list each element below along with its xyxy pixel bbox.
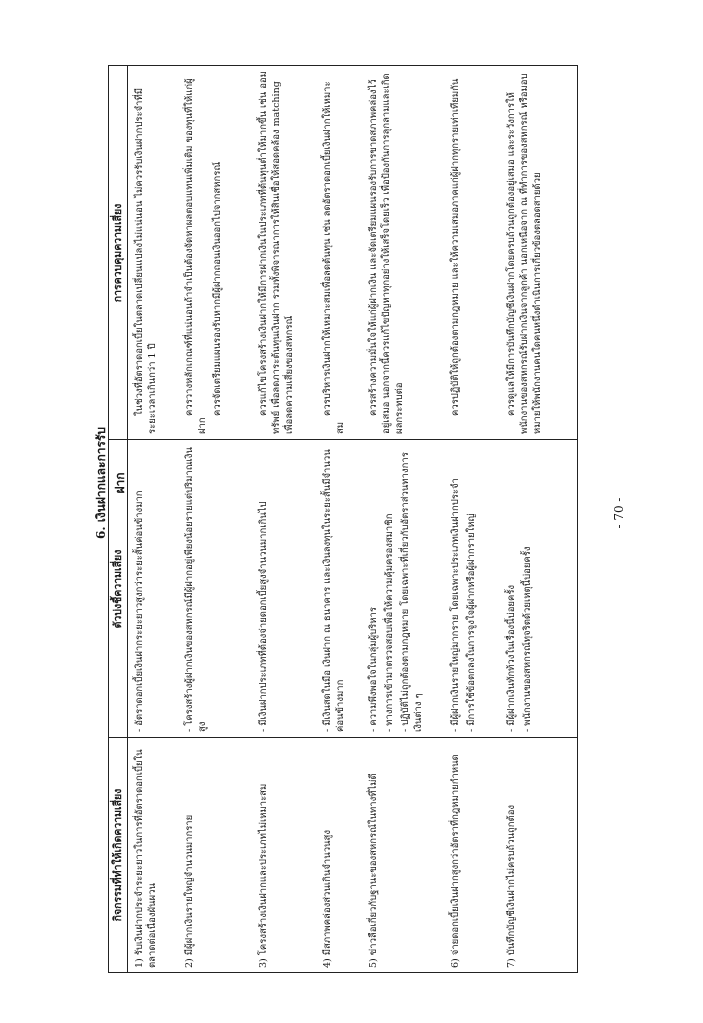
row-2-activity: 2) มีผู้ฝากเงินรายใหญ่จำนวนมากราย	[184, 814, 195, 968]
row-7-indicator: - พนักงานของสหกรณ์ทุจริตด้วยเหตุนี้บ่อยครั้ง	[522, 546, 533, 732]
row-6-indicator: - มีผู้ฝากเงินรายใหญ่มากราย โดยเฉพาะประเภทเงินฝากประจำ	[450, 478, 461, 732]
row-4-controls	[321, 70, 349, 434]
row-3-activity: 3) โครงสร้างเงินฝากและประเภทไม่เหมาะสม	[258, 783, 269, 968]
row-4-control: ควรบริหารเงินฝากให้เหมาะสมเพื่อลดต้นทุน เช่น ลดอัตราดอกเบี้ยเงินฝากให้เหมาะสม	[322, 81, 346, 434]
row-2-indicator: - โครงสร้างผู้ฝากเงินของสหกรณ์มีผู้ฝากอยู่เพียงน้อยรายแต่ปริมาณเงินสูง	[184, 447, 208, 732]
row-7-indicator: - มีผู้ฝากเงินทักท้วงในเรื่องนี้บ่อยครั้ง	[506, 584, 517, 732]
row-3-controls	[257, 70, 298, 434]
row-5-controls	[367, 70, 408, 434]
row-7-controls	[505, 70, 546, 434]
risk-table	[108, 65, 578, 973]
row-3-control: ควรแก้ไขโครงสร้างเงินฝากให้มีการฝากเงินในประเภทที่ต้นทุนต่ำให้มากขึ้น เช่น ออมทรัพย์ เพื่อลดภาระต้นทุนเงินฝาก รวมทั้งพิจารณาการให้สินเชื่อให้สอดคล้อง matching เพื่อลดความเสี่ยงของสหกรณ์	[258, 71, 295, 434]
row-2-controls	[183, 70, 226, 434]
row-6-control: ควรปฏิบัติให้ถูกต้องตามกฎหมาย และให้ความเสมอภาคแก่ผู้ฝากทุกรายเท่าเทียมกัน	[450, 78, 461, 416]
row-1-control: ในช่วงที่อัตราดอกเบี้ยในตลาดเปลี่ยนแปลงไม่แน่นอน ไม่ควรรับเงินฝากประจำที่มีระยะเวลาเกินกว่า 1 ปี	[134, 87, 158, 434]
row-7-activity: 7) บันทึกบัญชีเงินฝากไม่ครบถ้วนถูกต้อง	[506, 804, 517, 968]
page-number: - 70 -	[612, 497, 626, 529]
header-control: การควบคุมความเสี่ยง	[112, 203, 124, 303]
row-2-control: ควรวางหลักเกณฑ์ที่แน่นอนถ้าจำเป็นต้องจัดหาผลตอบแทนเพิ่มเติม ของทุนที่ให้แก่ผู้ฝาก	[184, 78, 208, 434]
row-4-indicators	[321, 446, 350, 732]
row-4-indicator: - มีเงินสดในมือ เงินฝาก ณ ธนาคาร และเงินลงทุนในระยะสั้นมีจำนวนค่อนข้างมาก	[322, 449, 346, 732]
row-1-activity: 1) รับเงินฝากประจำระยะยาวในการที่อัตราดอกเบี้ยในตลาดต่อเนื่องผันผวน	[134, 749, 158, 968]
row-6-indicator: - มีการใช้ข้อตกลงในการจูงใจผู้ฝากหรือผู้ฝากรายใหญ่	[466, 513, 477, 732]
row-1-controls	[133, 70, 161, 434]
header-indicator: ตัวบ่งชี้ความเสี่ยง	[112, 549, 124, 629]
row-5-indicator: - ปฏิบัติไม่ถูกต้องตามกฎหมาย โดยเฉพาะที่เกี่ยวกับอัตราส่วนทางการเงินต่าง ๆ	[400, 452, 424, 732]
row-7-control: ควรดูแลให้มีการบันทึกบัญชีเงินฝากโดยครบถ้วนถูกต้องอยู่เสมอ และระวังการให้พนักงานของสหกรณ์รับฝากเงินจากลูกค้า นอกเหนือจาก ณ ที่ทำการของสหกรณ์ หรือมอบหมายให้พนักงานคนใดคนหนึ่งดำเนินการเกี่ยวข้องตลอดสายด้วย	[506, 73, 543, 434]
col-divider-1	[109, 737, 577, 738]
row-7-indicators	[505, 446, 537, 732]
row-2-indicators	[183, 446, 212, 732]
row-3-indicator: - มีเงินฝากประเภทที่ต้องจ่ายดอกเบี้ยสูงจำนวนมากเกินไป	[258, 501, 269, 732]
row-1-indicators	[133, 446, 149, 732]
header-activity: กิจกรรมที่ทำให้เกิดความเสี่ยง	[112, 788, 124, 922]
col-divider-2	[109, 439, 577, 440]
row-6-indicators	[449, 446, 481, 732]
section-title: 6. เงินฝากและการรับฝาก	[94, 427, 127, 539]
row-4-activity: 4) มีสภาพคล่องส่วนเกินจำนวนสูง	[322, 830, 333, 968]
row-5-control: ควรสร้างความมั่นใจให้แก่ผู้ฝากเงิน และจัดเตรียมแผนรองรับการขาดสภาพคล่องไว้อยู่เสมอ นอกจากนี้ควรแก้ไขปัญหาทุกอย่างให้เสร็จโดยเร็ว เพื่อป้องกันการลุกลามและเกิดผลกระทบต่อ	[368, 73, 405, 434]
row-2-control: ควรจัดเตรียมแผนรองรับหากมีผู้ฝากถอนเงินออกไปจากสหกรณ์	[212, 161, 223, 416]
row-3-indicators	[257, 446, 273, 732]
row-5-indicator: - ความพึงพอใจในกลุ่มผู้บริหาร	[368, 607, 379, 732]
row-5-indicators	[367, 446, 428, 732]
row-6-activity: 6) จ่ายดอกเบี้ยเงินฝากสูงกว่าอัตราที่กฎหมายกำหนด	[450, 754, 461, 968]
row-5-indicator: - ทางการเข้ามาตรวจสอบเพื่อให้ความคุ้มครองสมาชิก	[384, 513, 395, 732]
row-1-indicator: - อัตราดอกเบี้ยเงินฝากระยะยาวสูงกว่าระยะสั้นค่อนข้างมาก	[134, 490, 145, 732]
header-divider	[127, 66, 128, 972]
row-6-controls	[449, 70, 464, 434]
row-5-activity: 5) ข่าวลือเกี่ยวกับฐานะของสหกรณ์ในทางที่ไม่ดี	[368, 773, 379, 968]
